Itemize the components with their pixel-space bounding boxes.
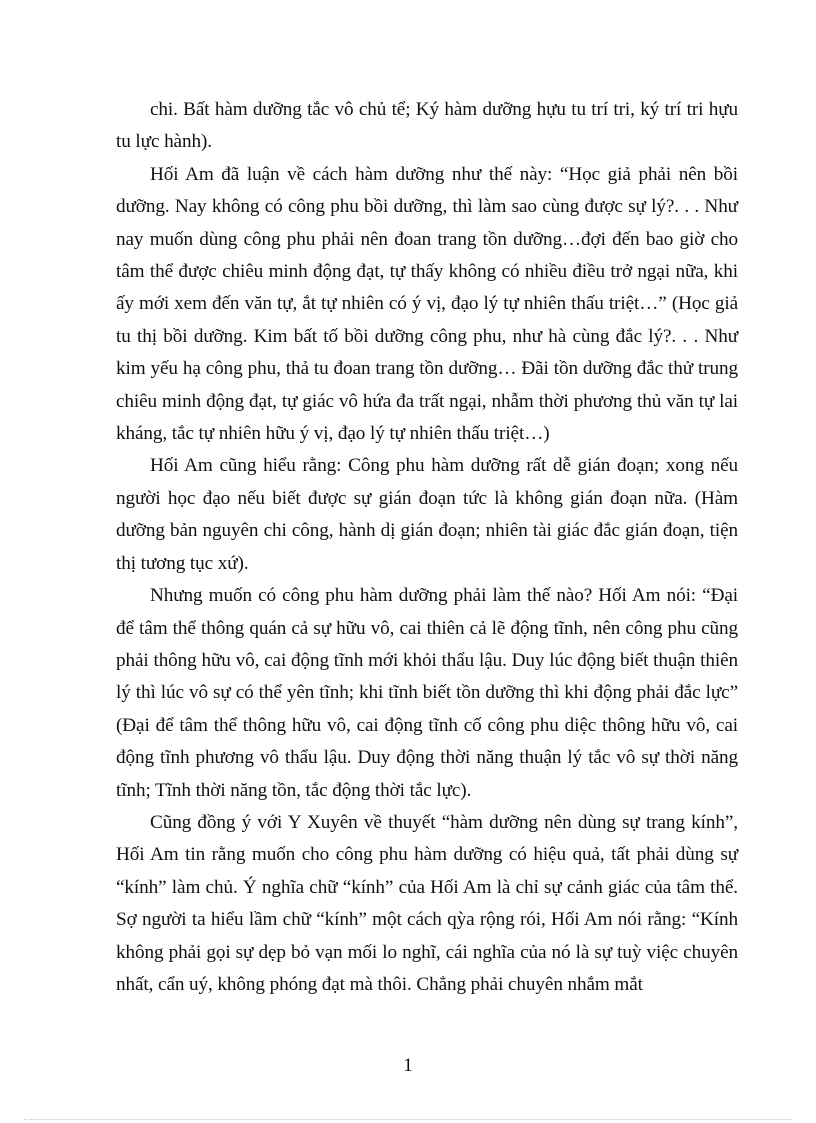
- paragraph-hoi-am-ham-duong: Hối Am đã luận về cách hàm dưỡng như thế này: “Học giả phải nên bồi dưỡng. Nay không có công phu bồi dưỡng, thì làm sao cùng được sự lý?. . . Như nay muốn dùng công phu phải nên đoan trang tồn dưỡng…đợi đến bao giờ cho tâm thể được chiêu minh động đạt, tự thấy không có nhiều điều trở ngại nữa, khi ấy mới xem đến văn tự, ắt tự nhiên có ý vị, đạo lý tự nhiên thấu triệt…” (Học giả tu thị bồi dưỡng. Kim bất tố bồi dưỡng công phu, như hà cùng đắc lý?. . . Như kim yếu hạ công phu, thả tu đoan trang tồn dưỡng… Đãi tồn dưỡng đắc thử trung chiêu minh động đạt, tự giác vô hứa đa trất ngại, nhẫm thời phương thủ văn tự lai kháng, tắc tự nhiên hữu ý vị, đạo lý tự nhiên thấu triệt…): [116, 163, 738, 445]
- paragraph-gian-doan: Hối Am cũng hiểu rằng: Công phu hàm dưỡng rất dễ gián đoạn; xong nếu người học đạo nếu biết được sự gián đoạn tức là không gián đoạn nữa. (Hàm dưỡng bản nguyên chi công, hành dị gián đoạn; nhiên tài giác đắc gián đoạn, tiện thị tương tục xứ).: [116, 455, 738, 574]
- paragraph-kinh: Cũng đồng ý với Y Xuyên về thuyết “hàm dưỡng nên dùng sự trang kính”, Hối Am tin rằng muốn cho công phu hàm dưỡng có hiệu quả, tất phải dùng sự “kính” làm chủ. Ý nghĩa chữ “kính” của Hối Am là chỉ sự cảnh giác của tâm thể. Sợ người ta hiểu lầm chữ “kính” một cách qỳa rộng rói, Hối Am nói rằng: “Kính không phải gọi sự dẹp bỏ vạn mối lo nghĩ, cái nghĩa của nó là sự tuỳ việc chuyên nhất, cẩn uý, không phóng đạt mà thôi. Chẳng phải chuyên nhắm mắt: [116, 811, 738, 995]
- paragraph-cong-phu: Nhưng muốn có công phu hàm dưỡng phải làm thế nào? Hối Am nói: “Đại để tâm thể thông quán cả sự hữu vô, cai thiên cả lẽ động tĩnh, nên công phu cũng phải thông hữu vô, cai động tĩnh mới khỏi thẩu lậu. Duy lúc động biết thuận thiên lý thì lúc vô sự có thể yên tĩnh; khi tĩnh biết tồn dưỡng thì khi động phải đắc lực” (Đại để tâm thể thông hữu vô, cai động tĩnh cố công phu diệc thông hữu vô, cai động tĩnh phương vô thẩu lậu. Duy động thời năng thuận lý tắc vô sự thời năng tĩnh; Tĩnh thời năng tồn, tắc động thời tắc lực).: [116, 585, 738, 801]
- paragraph-continuation: chi. Bất hàm dưỡng tắc vô chủ tể; Ký hàm dưỡng hựu tu trí tri, ký trí tri hựu tu lực hành).: [116, 99, 738, 153]
- body-text: [116, 94, 738, 1001]
- page-bottom-rule: [24, 1119, 792, 1120]
- page-number: 1: [403, 1055, 413, 1076]
